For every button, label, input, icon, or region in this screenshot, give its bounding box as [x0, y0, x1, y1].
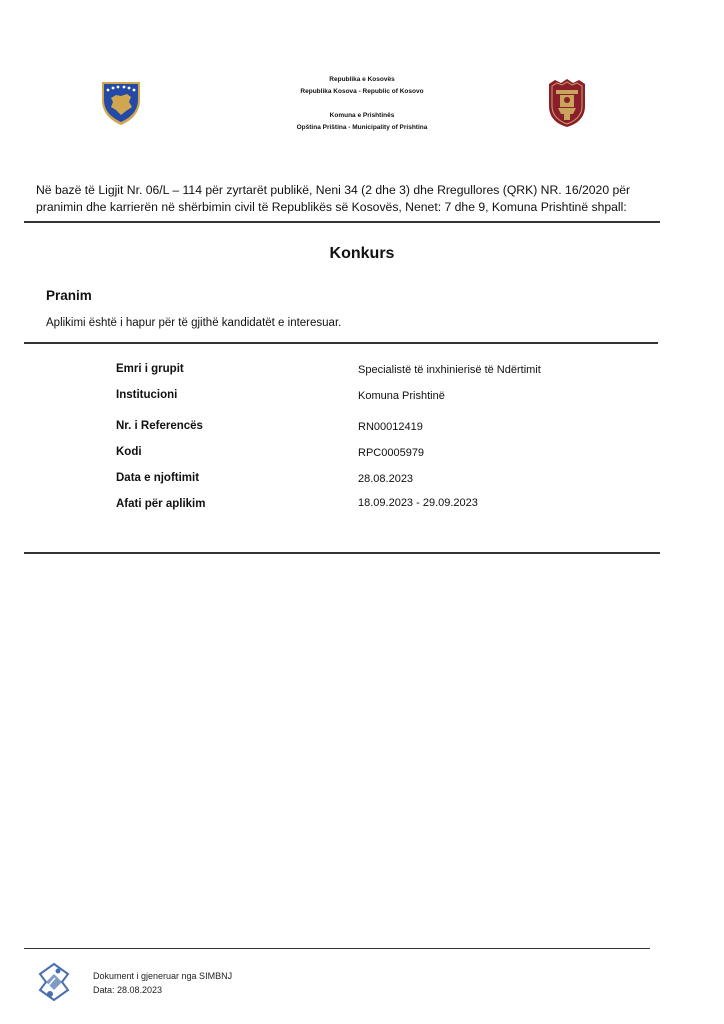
detail-value: RN00012419	[358, 421, 423, 433]
kosovo-coat-of-arms-icon	[99, 80, 143, 126]
header-municipality-multi: Opština Priština - Municipality of Prishtina	[296, 124, 428, 131]
header-republic-sq: Republika e Kosovës	[329, 76, 395, 83]
section-heading: Pranim	[46, 288, 92, 303]
section-text: Aplikimi është i hapur për të gjithë kandidatët e interesuar.	[46, 317, 342, 329]
footer-divider	[24, 948, 650, 949]
detail-label: Data e njoftimit	[116, 472, 200, 484]
page-title: Konkurs	[329, 245, 395, 262]
detail-value: 28.08.2023	[358, 473, 414, 485]
footer-generated-text: Dokument i gjeneruar nga SIMBNJ	[93, 971, 233, 981]
detail-label: Institucioni	[116, 389, 178, 401]
divider	[24, 342, 658, 344]
prishtina-coat-of-arms-icon	[547, 78, 587, 128]
detail-label: Afati për aplikim	[116, 498, 206, 510]
detail-value: RPC0005979	[358, 447, 425, 459]
footer-date: Data: 28.08.2023	[93, 985, 163, 995]
detail-value: Specialistë të inxhinierisë të Ndërtimit	[358, 364, 541, 376]
simbnj-logo-icon	[37, 962, 71, 1002]
detail-label: Nr. i Referencës	[116, 420, 203, 432]
detail-label: Emri i grupit	[116, 363, 184, 375]
divider	[24, 552, 660, 554]
detail-value: 18.09.2023 - 29.09.2023	[358, 497, 478, 509]
detail-label: Kodi	[116, 446, 142, 458]
header-republic-multi: Republika Kosova - Republic of Kosovo	[300, 88, 424, 95]
divider	[24, 221, 660, 223]
detail-value: Komuna Prishtinë	[358, 390, 445, 402]
intro-paragraph: Në bazë të Ligjit Nr. 06/L – 114 për zyrtarët publikë, Neni 34 (2 dhe 3) dhe Rregullores (QRK) NR. 16/2020 për pranimin dhe karrierën në shërbimin civil të Republikës së Kosovës, Nenet: 7 dhe 9, Komuna Prishtinë shpall:	[36, 183, 631, 214]
header-municipality-sq: Komuna e Prishtinës	[329, 112, 395, 119]
